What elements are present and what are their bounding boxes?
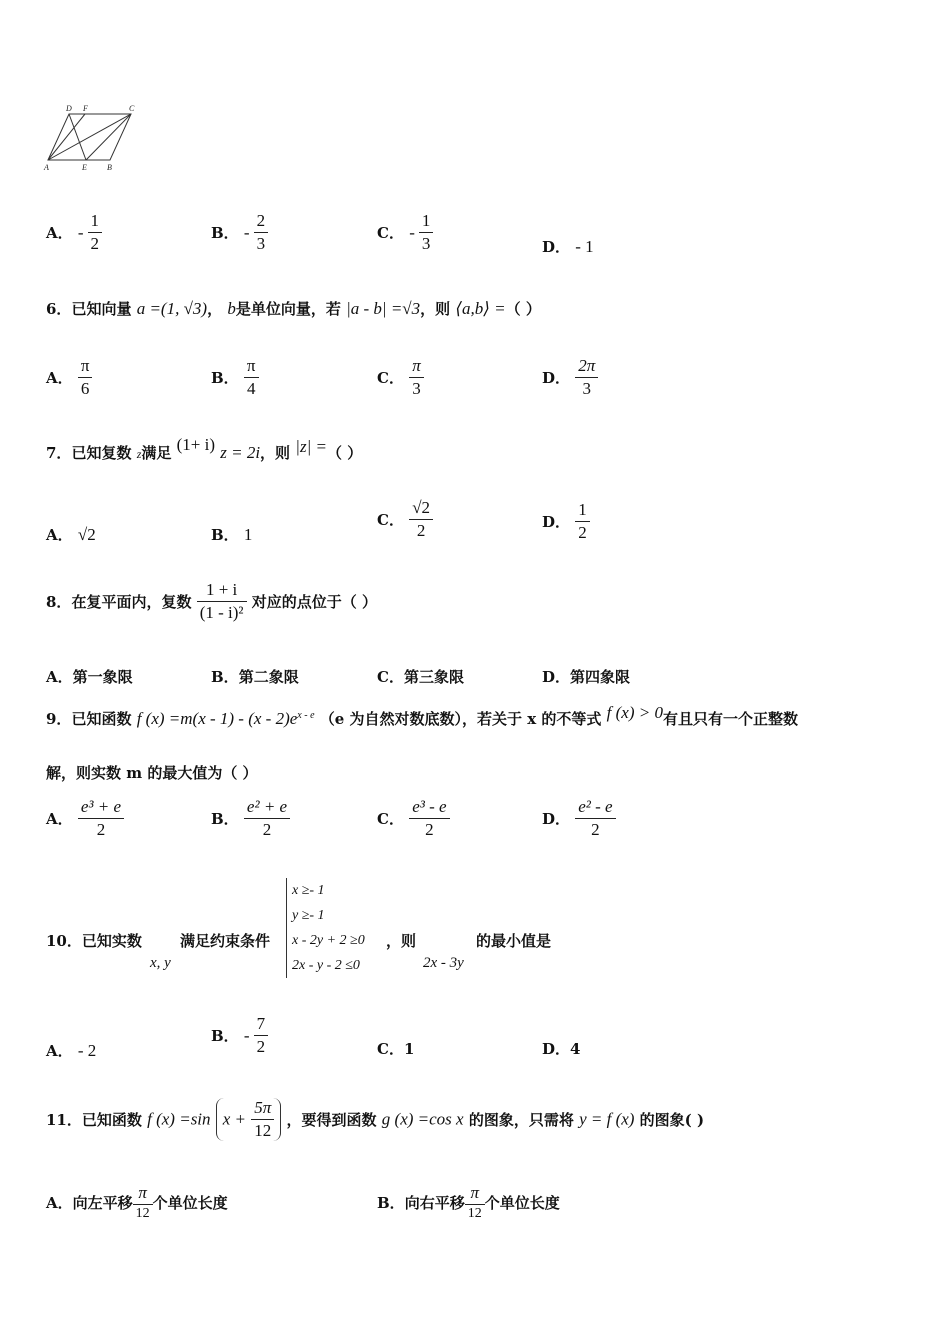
q9-option-d[interactable]: D． $\frac{\text{e² - e}}{2}$ bbox=[542, 797, 616, 840]
q8-option-a[interactable]: A．第一象限 bbox=[46, 668, 133, 686]
fraction: $\frac{\pi}{12}$ bbox=[465, 1183, 485, 1222]
label-d: D bbox=[66, 104, 72, 113]
segment-af bbox=[48, 114, 85, 160]
q10-constraint-system: x ≥- 1 y ≥- 1 x - 2y + 2 ≥0 2x - y - 2 ≤0 bbox=[286, 878, 365, 978]
parallelogram-figure bbox=[40, 100, 150, 175]
question-10-condition: 满足约束条件 bbox=[180, 932, 271, 950]
label-a: A bbox=[44, 163, 49, 172]
fraction: $\frac{\text{e² + e}}{2}$ bbox=[244, 797, 290, 840]
fraction: $\frac{\pi}{6}$ bbox=[78, 356, 93, 399]
q6-option-c[interactable]: C． $\frac{\pi}{3}$ bbox=[377, 356, 424, 399]
fraction: $\frac{5\pi}{12}$ bbox=[251, 1098, 274, 1141]
q10-option-c[interactable]: C．1 bbox=[377, 1040, 415, 1058]
fraction: $\frac{√2}{2}$ bbox=[409, 498, 433, 541]
q10-option-d[interactable]: D．4 bbox=[542, 1040, 581, 1058]
fraction: $\frac{\pi}{12}$ bbox=[133, 1183, 153, 1222]
question-9-line-1: 9．已知函数 f $(x) =m(x - 1) - (x - 2)e^{x - e}$ （e 为自然对数底数），若关于 x 的不等式 f (x) > 0有且只有一个正整数 bbox=[46, 703, 798, 728]
q10-option-b[interactable]: B． - $\frac{7}{2}$ bbox=[211, 1014, 268, 1057]
label-f: F bbox=[83, 104, 88, 113]
label-c: C bbox=[129, 104, 135, 113]
fraction: $\frac{1}{2}$ bbox=[575, 500, 590, 543]
question-10-then: ，则 bbox=[386, 932, 417, 950]
fraction: $\frac{\text{e³ + e}}{2}$ bbox=[78, 797, 124, 840]
question-11: 11．已知函数 f (x) =sin x + $\frac{5\pi}{12}$ ，要得到函数 g (x) =cos x 的图象，只需将 y = f (x) 的图象( ) bbox=[46, 1098, 705, 1140]
question-6: 6．已知向量 a =(1, √3)， b是单位向量，若 |a - b| =√3，则 ⟨a,b⟩ =（ ） bbox=[46, 299, 541, 318]
question-7: 7．已知复数 z满足 (1+ i) z = 2i，则 |z| =（ ） bbox=[46, 435, 363, 462]
q6-option-d[interactable]: D． $\frac{2\pi}{3}$ bbox=[542, 356, 598, 399]
fraction: $\frac{1}{2}$ bbox=[88, 211, 103, 254]
fraction: $\frac{1}{3}$ bbox=[419, 211, 434, 254]
fraction: $\frac{\pi}{3}$ bbox=[409, 356, 424, 399]
q9-option-a[interactable]: A． $\frac{\text{e³ + e}}{2}$ bbox=[46, 797, 124, 840]
q5-option-c[interactable]: C． - $\frac{1}{3}$ bbox=[377, 211, 433, 254]
segment-ec bbox=[86, 114, 131, 160]
q7-option-b[interactable]: B． 1 bbox=[211, 525, 253, 544]
q10-option-a[interactable]: A． - 2 bbox=[46, 1041, 97, 1060]
fraction: $\frac{1 + i}{\text{(1 - i)²}}$ bbox=[197, 580, 247, 623]
q9-option-c[interactable]: C． $\frac{\text{e³ - e}}{2}$ bbox=[377, 797, 450, 840]
q11-option-a[interactable]: A．向左平移 $\frac{\pi}{12}$ 个单位长度 bbox=[46, 1183, 228, 1221]
label-e: E bbox=[82, 163, 87, 172]
q5-option-d[interactable]: D． - 1 bbox=[542, 237, 594, 256]
question-10-prefix: 10．已知实数 bbox=[46, 932, 142, 950]
question-10-suffix: 的最小值是 bbox=[476, 932, 552, 950]
fraction: $\frac{\text{e³ - e}}{2}$ bbox=[409, 797, 449, 840]
fraction: $\frac{2}{3}$ bbox=[254, 211, 269, 254]
q8-option-b[interactable]: B．第二象限 bbox=[211, 668, 299, 686]
q10-vars: x, y bbox=[150, 955, 171, 971]
q11-option-b[interactable]: B．向右平移 $\frac{\pi}{12}$ 个单位长度 bbox=[377, 1183, 560, 1221]
q6-option-a[interactable]: A． $\frac{\pi}{6}$ bbox=[46, 356, 92, 399]
q8-option-d[interactable]: D．第四象限 bbox=[542, 668, 631, 686]
diagonal-ac bbox=[48, 114, 131, 160]
fraction: $\frac{2\pi}{3}$ bbox=[575, 356, 598, 399]
q5-option-b[interactable]: B． - $\frac{2}{3}$ bbox=[211, 211, 268, 254]
q9-option-b[interactable]: B． $\frac{\text{e² + e}}{2}$ bbox=[211, 797, 290, 840]
q5-option-a[interactable]: A． - $\frac{1}{2}$ bbox=[46, 211, 102, 254]
q8-option-c[interactable]: C．第三象限 bbox=[377, 668, 464, 686]
segment-de bbox=[69, 114, 86, 160]
fraction: $\frac{\text{e² - e}}{2}$ bbox=[575, 797, 615, 840]
label-b: B bbox=[107, 163, 112, 172]
question-9-line-2: 解，则实数 m 的最大值为（ ） bbox=[46, 764, 258, 782]
q7-option-c[interactable]: C． $\frac{√2}{2}$ bbox=[377, 498, 433, 541]
fraction: $\frac{\pi}{4}$ bbox=[244, 356, 259, 399]
q7-option-a[interactable]: A． √2 bbox=[46, 525, 96, 544]
q6-option-b[interactable]: B． $\frac{\pi}{4}$ bbox=[211, 356, 259, 399]
fraction: $\frac{7}{2}$ bbox=[254, 1014, 269, 1057]
question-8: 8．在复平面内，复数 $\frac{1 + i}{\text{(1 - i)²}}$ 对应的点位于（ ） bbox=[46, 580, 377, 622]
q10-expr: 2x - 3y bbox=[423, 955, 464, 971]
q7-option-d[interactable]: D． $\frac{1}{2}$ bbox=[542, 500, 590, 543]
